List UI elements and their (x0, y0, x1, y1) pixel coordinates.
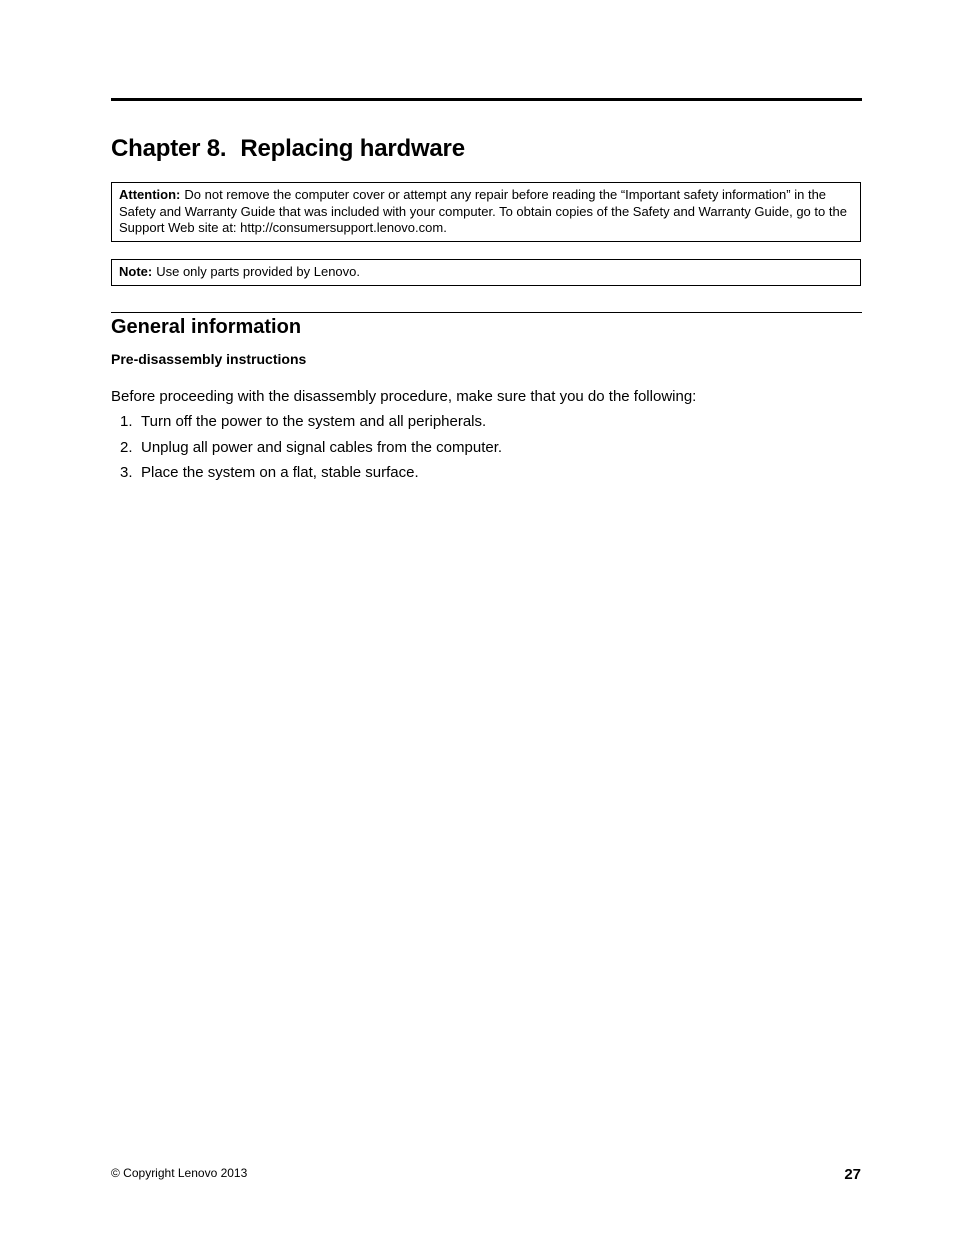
list-item-number: 1. (120, 413, 133, 430)
list-item-text: Unplug all power and signal cables from the computer. (141, 438, 503, 456)
section-title: General information (111, 316, 302, 338)
chapter-name: Replacing hardware (240, 135, 465, 162)
note-text: Use only parts provided by Lenovo. (156, 264, 361, 279)
chapter-number: Chapter 8. (111, 135, 227, 162)
subsection-title: Pre-disassembly instructions (111, 351, 307, 367)
note-box (111, 259, 861, 286)
section-rule (111, 312, 862, 313)
intro-paragraph: Before proceeding with the disassembly procedure, make sure that you do the following: (111, 388, 697, 405)
list-item (111, 464, 502, 490)
chapter-title (111, 135, 465, 163)
list-item (111, 413, 502, 439)
list-item-number: 3. (120, 464, 133, 481)
steps-list (111, 413, 502, 490)
copyright-footer: © Copyright Lenovo 2013 (111, 1166, 248, 1180)
list-item-text: Place the system on a flat, stable surface. (141, 464, 419, 481)
chapter-top-rule (111, 98, 862, 101)
page-number: 27 (844, 1166, 861, 1183)
attention-text: Do not remove the computer cover or attempt any repair before reading the “Important safety information” in the Safety and Warranty Guide that was included with your computer. To obtain copies of the Safety and Warranty Guide, go to the Support Web site at: http://consumersupport.lenovo.com. (119, 187, 847, 235)
list-item-text: Turn off the power to the system and all peripherals. (141, 413, 487, 430)
attention-label: Attention: (119, 187, 181, 202)
list-item-number: 2. (120, 438, 133, 456)
list-item (111, 439, 502, 465)
attention-box (111, 182, 861, 242)
note-label: Note: (119, 264, 153, 279)
